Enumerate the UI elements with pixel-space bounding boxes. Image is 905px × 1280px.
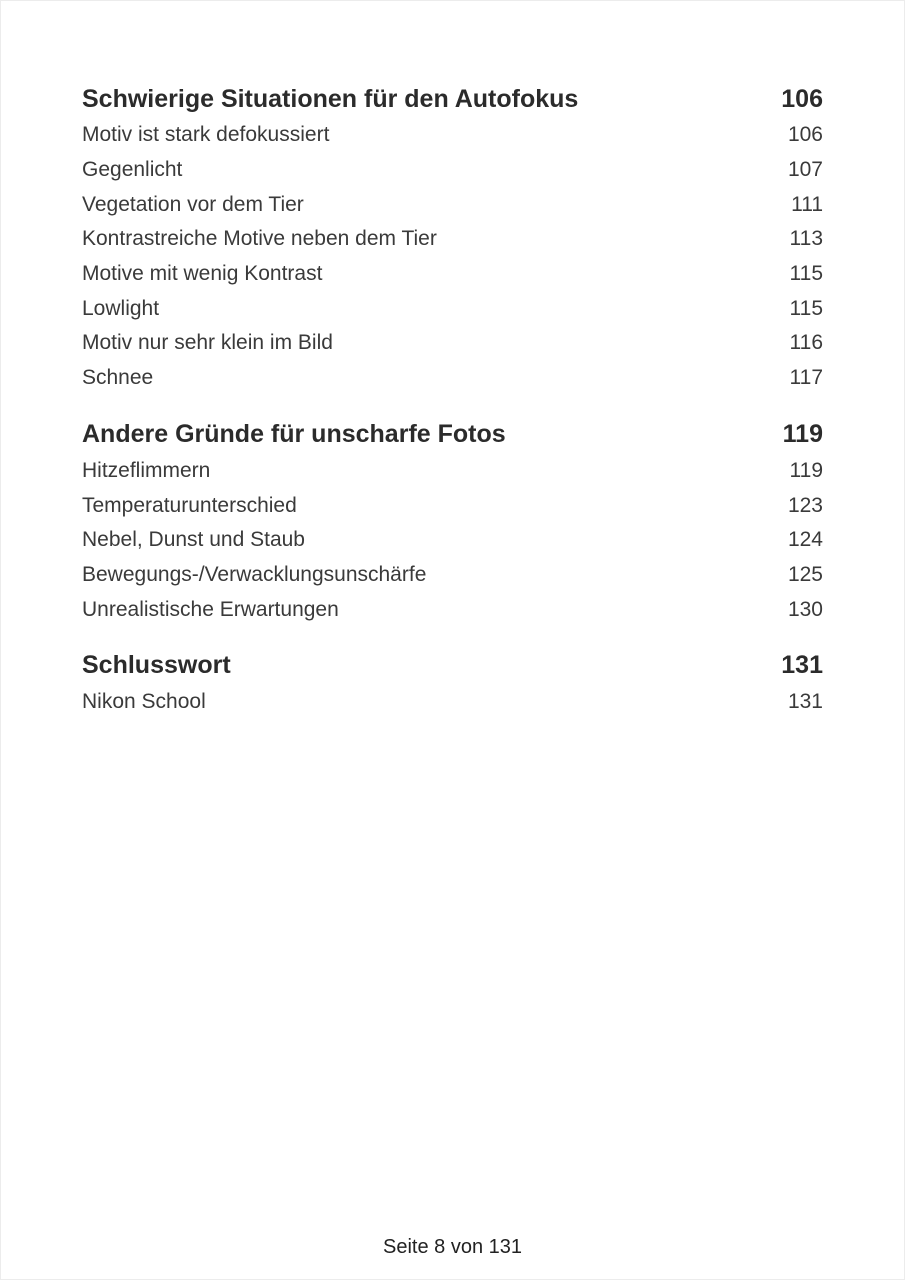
entry-label: Motiv nur sehr klein im Bild [82,331,333,355]
entry-page-number: 115 [789,262,823,286]
entry-label: Gegenlicht [82,158,183,182]
section-title: Andere Gründe für unscharfe Fotos [82,420,506,448]
table-of-contents [82,80,823,740]
toc-section [82,80,823,396]
toc-section [82,647,823,720]
entry-page-number: 113 [789,227,823,251]
entry-label: Lowlight [82,296,160,320]
entry-page-number: 130 [787,597,823,621]
entry-label: Vegetation vor dem Tier [82,192,304,216]
toc-section-heading[interactable] [82,80,823,118]
entry-page-number: 119 [789,458,823,482]
toc-entry[interactable] [82,454,823,489]
entry-page-number: 117 [789,366,823,390]
entry-label: Kontrastreiche Motive neben dem Tier [82,227,437,251]
toc-section [82,416,823,627]
page-indicator: Seite 8 von 131 [383,1236,522,1258]
entry-label: Unrealistische Erwartungen [82,597,339,621]
entry-page-number: 116 [789,331,823,355]
toc-section-heading[interactable] [82,647,823,685]
entry-label: Motiv ist stark defokussiert [82,123,330,147]
toc-section-heading[interactable] [82,416,823,454]
toc-entry[interactable] [82,118,823,153]
entry-page-number: 107 [787,158,823,182]
toc-entry[interactable] [82,361,823,396]
toc-entry[interactable] [82,685,823,720]
toc-entry[interactable] [82,523,823,558]
section-page-number: 106 [781,84,823,113]
toc-entry[interactable] [82,291,823,326]
entry-label: Hitzeflimmern [82,458,211,482]
entry-page-number: 115 [789,296,823,320]
entry-page-number: 111 [791,192,823,216]
toc-entry[interactable] [82,558,823,593]
toc-entry[interactable] [82,222,823,257]
toc-entry[interactable] [82,257,823,292]
entry-label: Nikon School [82,690,206,714]
entry-page-number: 124 [787,528,823,552]
toc-entry[interactable] [82,592,823,627]
entry-page-number: 131 [787,690,823,714]
section-page-number: 119 [782,420,823,448]
section-page-number: 131 [781,651,823,680]
entry-label: Schnee [82,366,154,390]
section-title: Schwierige Situationen für den Autofokus [82,84,579,113]
toc-entry[interactable] [82,153,823,188]
section-title: Schlusswort [82,651,231,680]
entry-label: Nebel, Dunst und Staub [82,528,305,552]
entry-page-number: 125 [787,562,823,586]
entry-label: Temperaturunterschied [82,493,297,517]
entry-label: Motive mit wenig Kontrast [82,262,323,286]
entry-page-number: 106 [787,123,823,147]
toc-entry[interactable] [82,187,823,222]
toc-entry[interactable] [82,326,823,361]
toc-entry[interactable] [82,488,823,523]
entry-label: Bewegungs-/Verwacklungsunschärfe [82,562,427,586]
entry-page-number: 123 [787,493,823,517]
